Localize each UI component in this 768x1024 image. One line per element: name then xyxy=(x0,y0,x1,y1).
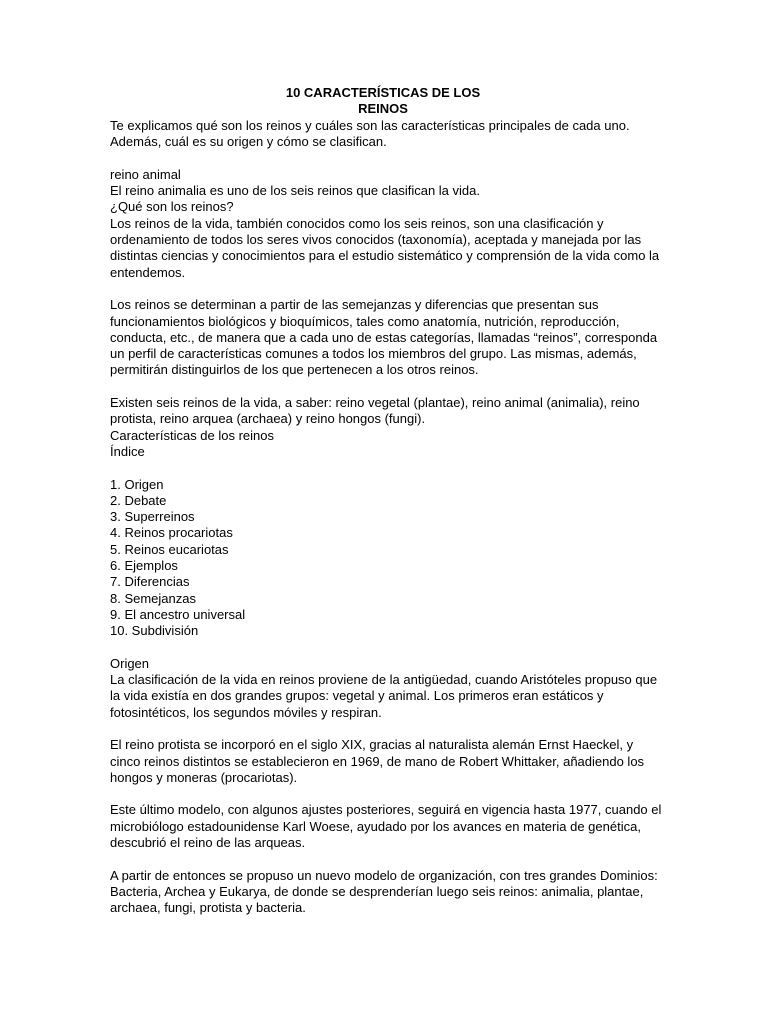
index-item: 3. Superreinos xyxy=(110,509,195,525)
origen-paragraph-4: A partir de entonces se propuso un nuevo modelo de organización, con tres grandes Dominios: Bacteria, Archea y Eukarya, de donde se desprenderían luego seis reinos: animalia, plantae, archaea, fungi, protista y bacteria. xyxy=(110,867,658,916)
document-title xyxy=(0,85,768,117)
index-item: 8. Semejanzas xyxy=(110,590,196,606)
intro-paragraph: Te explicamos qué son los reinos y cuáles son las características principales de cada uno. Además, cuál es su origen y cómo se clasifican. xyxy=(110,118,630,150)
six-kingdoms-paragraph: Existen seis reinos de la vida, a saber: reino vegetal (plantae), reino animal (animalia), reino protista, reino arquea (archaea) y reino hongos (fungi). xyxy=(110,395,640,427)
title-line-2: REINOS xyxy=(358,101,408,116)
title-line-1: 10 CARACTERÍSTICAS DE LOS xyxy=(285,85,481,100)
index-item: 4. Reinos procariotas xyxy=(110,525,233,541)
document-body xyxy=(110,118,662,917)
index-item: 10. Subdivisión xyxy=(110,623,199,639)
definition-paragraph: Los reinos de la vida, también conocidos como los seis reinos, son una clasificación y ordenamiento de todos los seres vivos conocidos (taxonomía), aceptada y manejada por las distintas ciencias y conocimientos para el estudio sistemático y comprensión de la vida como la entendemos. xyxy=(110,215,660,280)
index-list xyxy=(110,477,662,640)
origen-paragraph-3: Este último modelo, con algunos ajustes posteriores, seguirá en vigencia hasta 1977, cuando el microbiólogo estadounidense Karl Woese, ayudado por los avances en materia de genética, descubrió el reino de las arqueas. xyxy=(110,802,662,851)
characteristics-heading: Características de los reinos xyxy=(110,427,275,443)
determination-paragraph: Los reinos se determinan a partir de las semejanzas y diferencias que presentan sus funcionamientos biológicos y bioquímicos, tales como anatomía, nutrición, reproducción, conducta, etc., de manera que a cada uno de estas categorías, llamadas “reinos”, corresponda un perfil de características comunes a todos los miembros del grupo. Las mismas, además, permitirán distinguirlos de los que pertenecen a los otros reinos. xyxy=(110,297,658,378)
index-item: 6. Ejemplos xyxy=(110,558,178,574)
origen-paragraph-2: El reino protista se incorporó en el siglo XIX, gracias al naturalista alemán Ernst Haeckel, y cinco reinos distintos se establecieron en 1969, de mano de Robert Whittaker, añadiendo los hongos y moneras (procariotas). xyxy=(110,737,645,785)
section-heading-reino-animal: reino animal xyxy=(110,166,181,182)
origen-heading: Origen xyxy=(110,655,150,671)
index-item: 5. Reinos eucariotas xyxy=(110,541,229,557)
origen-paragraph-1: La clasificación de la vida en reinos proviene de la antigüedad, cuando Aristóteles propuso que la vida existía en dos grandes grupos: vegetal y animal. Los primeros eran estáticos y fotosintéticos, los segundos móviles y respiran. xyxy=(110,672,658,720)
index-item: 1. Origen xyxy=(110,476,164,492)
index-item: 2. Debate xyxy=(110,492,167,508)
reino-animal-line: El reino animalia es uno de los seis reinos que clasifican la vida. xyxy=(110,183,480,199)
question-heading: ¿Qué son los reinos? xyxy=(110,199,234,215)
index-heading: Índice xyxy=(110,443,145,459)
index-item: 9. El ancestro universal xyxy=(110,606,246,622)
index-item: 7. Diferencias xyxy=(110,574,190,590)
